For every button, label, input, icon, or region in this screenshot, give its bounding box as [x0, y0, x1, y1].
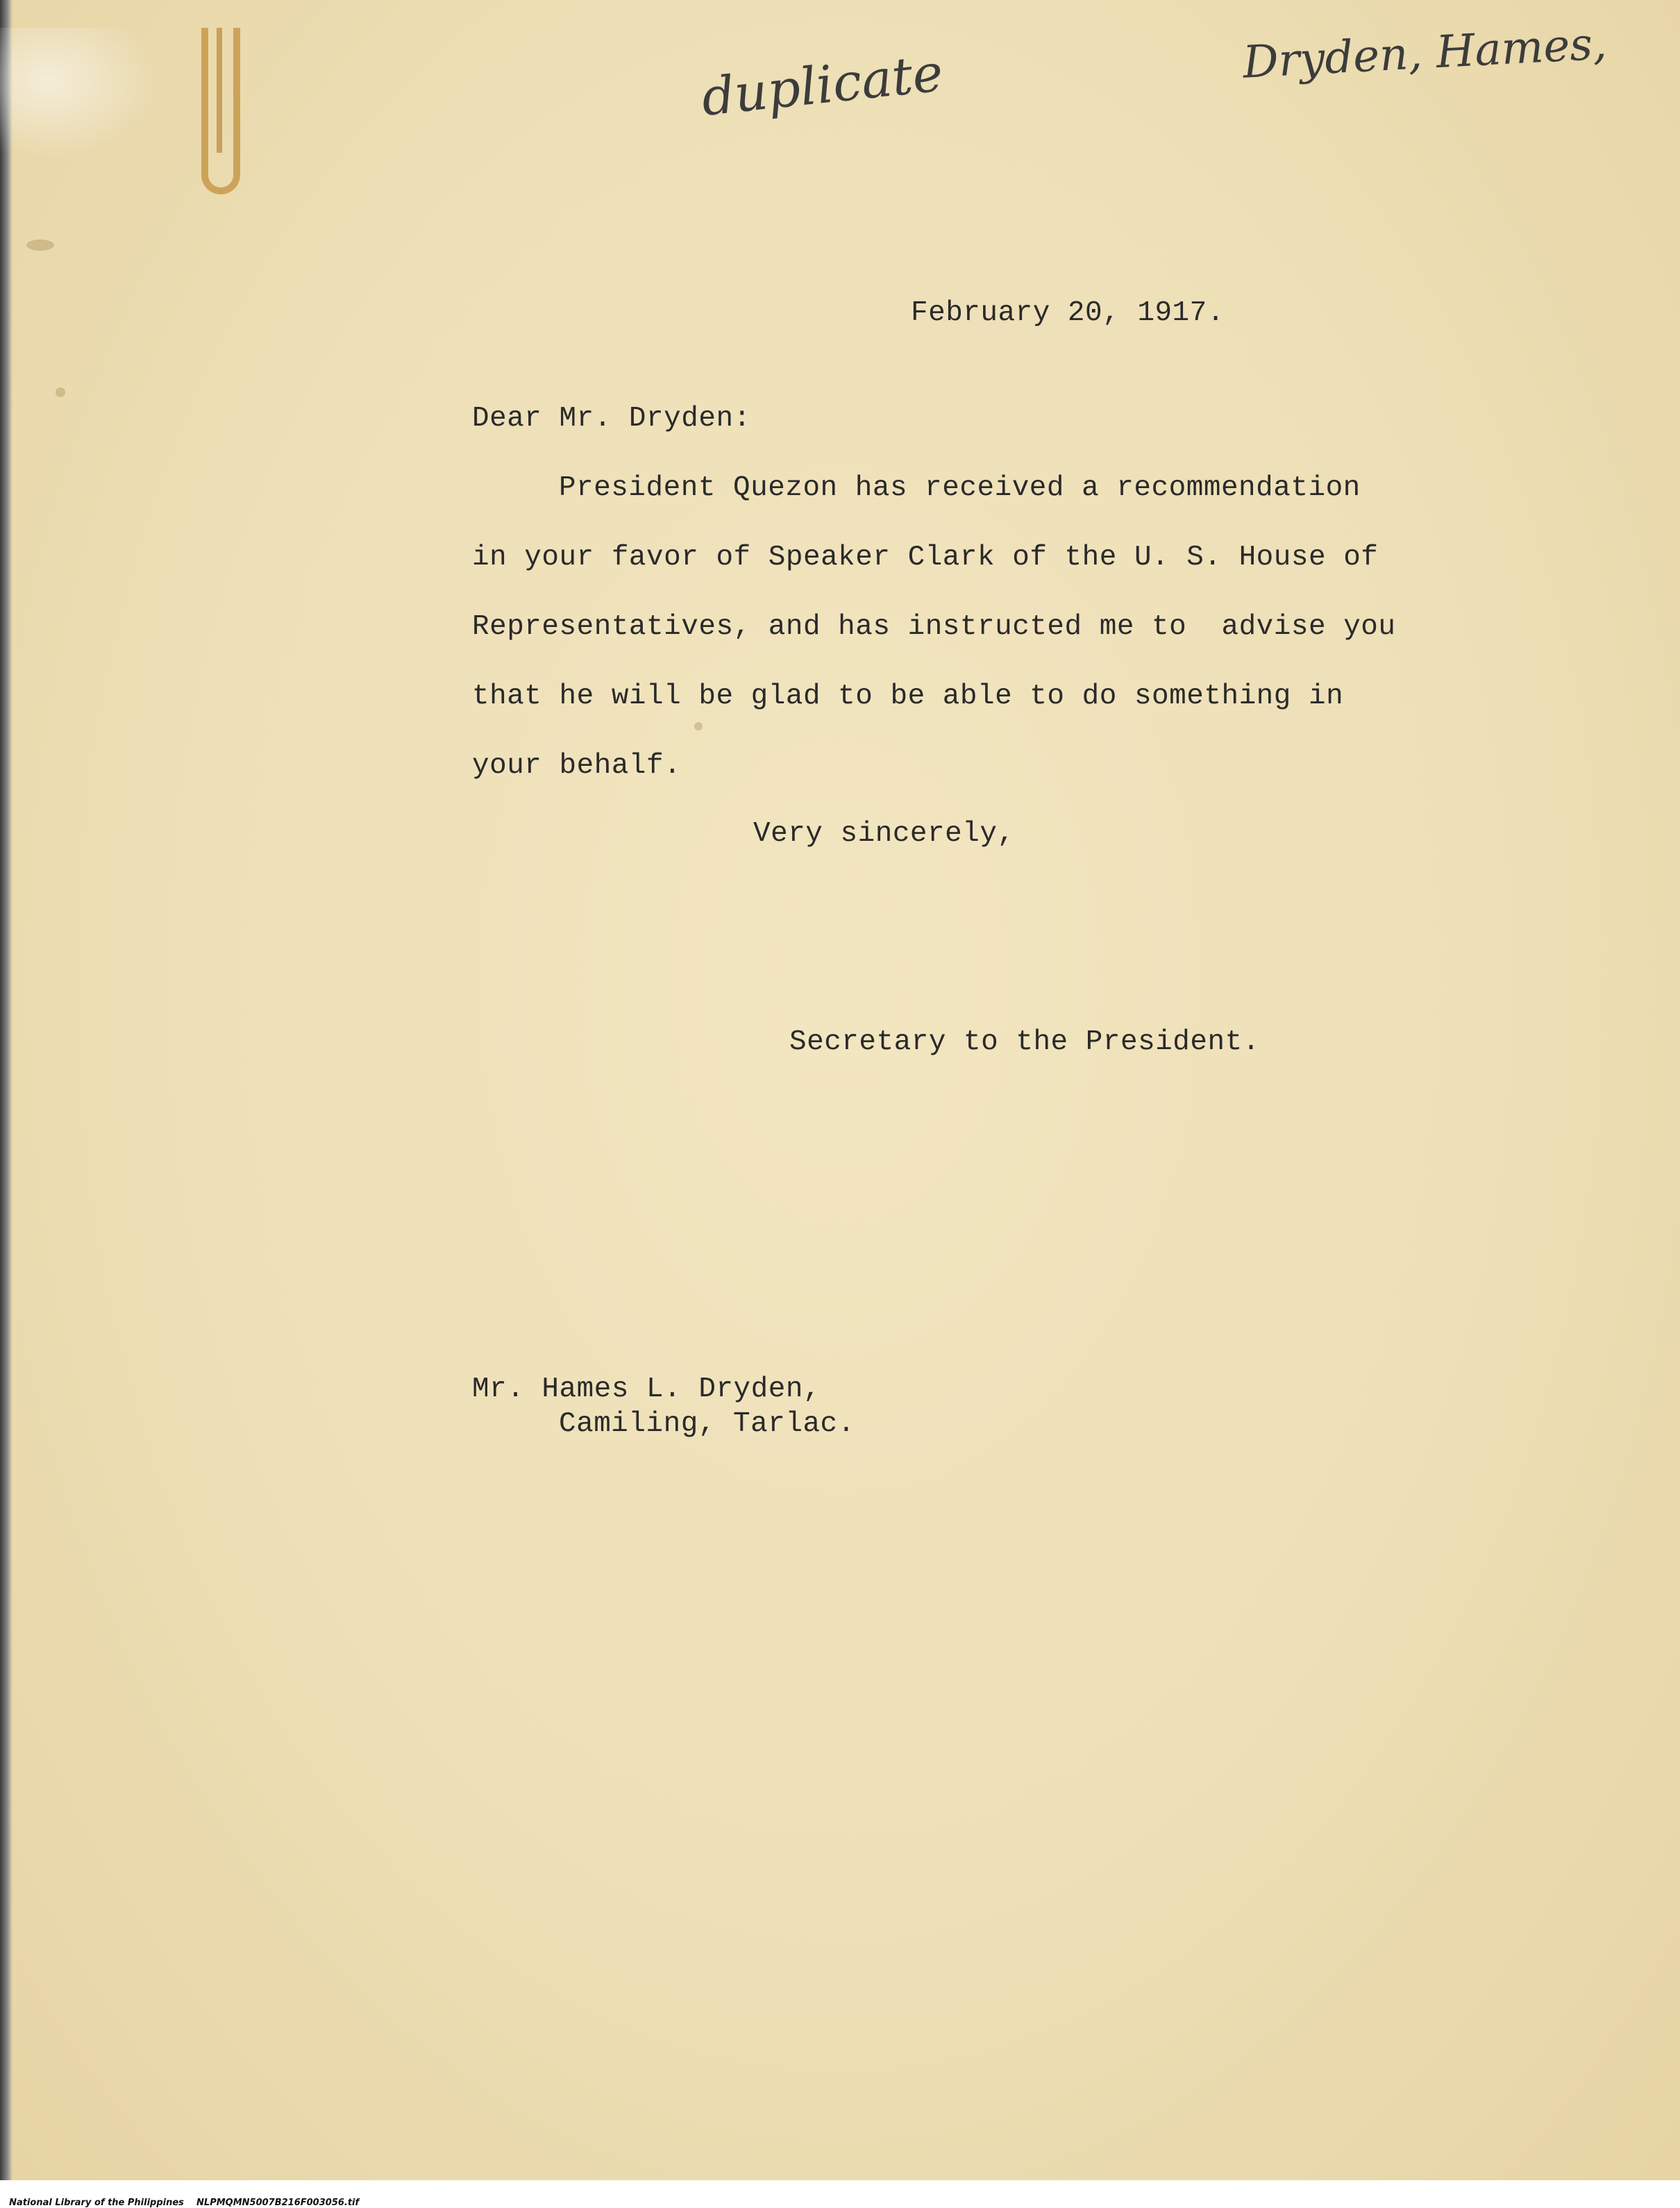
stain-mark — [694, 722, 703, 730]
footer-file-id: NLPMQMN5007B216F003056.tif — [196, 2198, 360, 2208]
stain-mark — [56, 387, 65, 397]
signature-title: Secretary to the President. — [789, 1026, 1260, 1058]
body-line: in your favor of Speaker Clark of the U. S. House of — [472, 542, 1379, 574]
body-line: that he will be glad to be able to do something in — [472, 680, 1344, 712]
footer-source-name: National Library of the Philippines — [9, 2198, 184, 2208]
recipient-address: Camiling, Tarlac. — [559, 1408, 855, 1440]
scan-edge — [0, 0, 12, 2180]
worn-corner — [0, 28, 160, 160]
handwritten-name-note: Dryden, Hames, — [1241, 18, 1608, 89]
handwritten-duplicate-note: duplicate — [698, 43, 946, 128]
footer-source — [3, 2187, 359, 2208]
salutation: Dear Mr. Dryden: — [472, 403, 751, 435]
closing: Very sincerely, — [753, 818, 1015, 850]
recipient-name: Mr. Hames L. Dryden, — [472, 1373, 821, 1405]
body-line: Representatives, and has instructed me to advise you — [472, 611, 1396, 643]
stain-mark — [26, 240, 54, 251]
paperclip-stain-icon — [201, 28, 240, 194]
body-line: your behalf. — [472, 750, 682, 782]
body-line: President Quezon has received a recommendation — [559, 472, 1361, 504]
letter-date: February 20, 1917. — [911, 297, 1225, 329]
